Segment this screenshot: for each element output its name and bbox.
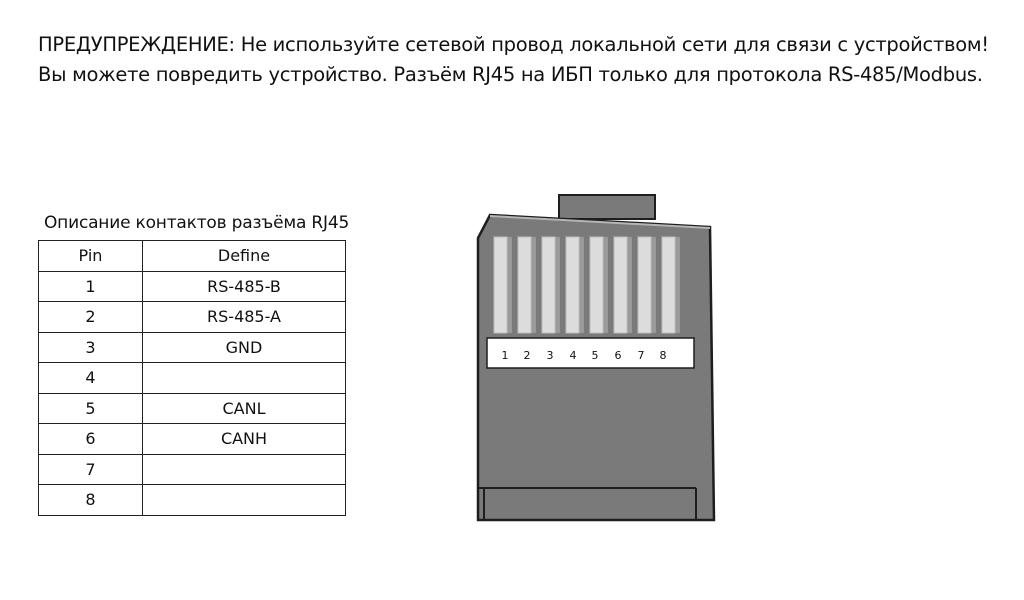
pin-define-cell: CANH — [143, 424, 346, 455]
pin-number-cell: 6 — [39, 424, 143, 455]
table-row — [39, 302, 346, 333]
contact-pin-1 — [494, 237, 507, 333]
table-row — [39, 424, 346, 455]
pin-define-cell: GND — [143, 332, 346, 363]
warning-text — [38, 30, 1013, 90]
column-header-define: Define — [143, 241, 346, 272]
pin-number-cell: 1 — [39, 271, 143, 302]
table-row — [39, 332, 346, 363]
contact-pin-8 — [662, 237, 675, 333]
pin-number-cell: 4 — [39, 363, 143, 394]
pin-number-cell: 5 — [39, 393, 143, 424]
table-header-row — [39, 241, 346, 272]
pin-label: 2 — [523, 349, 531, 362]
pin-label: 3 — [546, 349, 554, 362]
pin-define-cell — [143, 485, 346, 516]
pin-label: 1 — [501, 349, 509, 362]
pin-define-cell: RS-485-A — [143, 302, 346, 333]
table-row — [39, 485, 346, 516]
contact-pin-3 — [542, 237, 555, 333]
pin-label: 6 — [614, 349, 622, 362]
pin-number-cell: 2 — [39, 302, 143, 333]
pin-number-cell: 7 — [39, 454, 143, 485]
contact-pin-4 — [566, 237, 579, 333]
contact-pin-7 — [638, 237, 651, 333]
table-row — [39, 454, 346, 485]
contact-pin-6 — [614, 237, 627, 333]
contact-pin-2 — [518, 237, 531, 333]
pin-number-cell: 3 — [39, 332, 143, 363]
column-header-pin: Pin — [39, 241, 143, 272]
pin-define-cell — [143, 454, 346, 485]
connector-latch — [559, 195, 655, 219]
pin-define-cell — [143, 363, 346, 394]
table-row — [39, 393, 346, 424]
rj45-connector-icon — [470, 190, 720, 525]
contact-pin-5 — [590, 237, 603, 333]
pin-table-caption: Описание контактов разъёма RJ45 — [44, 213, 350, 233]
warning-line-2: Вы можете повредить устройство. Разъём RJ45 на ИБП только для протокола RS-485/Modbus. — [38, 63, 983, 86]
pin-label: 7 — [637, 349, 645, 362]
pin-label: 4 — [569, 349, 577, 362]
pin-label: 5 — [591, 349, 599, 362]
pin-label: 8 — [659, 349, 667, 362]
pin-number-cell: 8 — [39, 485, 143, 516]
table-row — [39, 271, 346, 302]
pin-define-cell: RS-485-B — [143, 271, 346, 302]
table-row — [39, 363, 346, 394]
pin-table — [38, 240, 346, 516]
warning-line-1: ПРЕДУПРЕЖДЕНИЕ: Не используйте сетевой провод локальной сети для связи с устройством! — [38, 33, 989, 56]
pin-define-cell: CANL — [143, 393, 346, 424]
